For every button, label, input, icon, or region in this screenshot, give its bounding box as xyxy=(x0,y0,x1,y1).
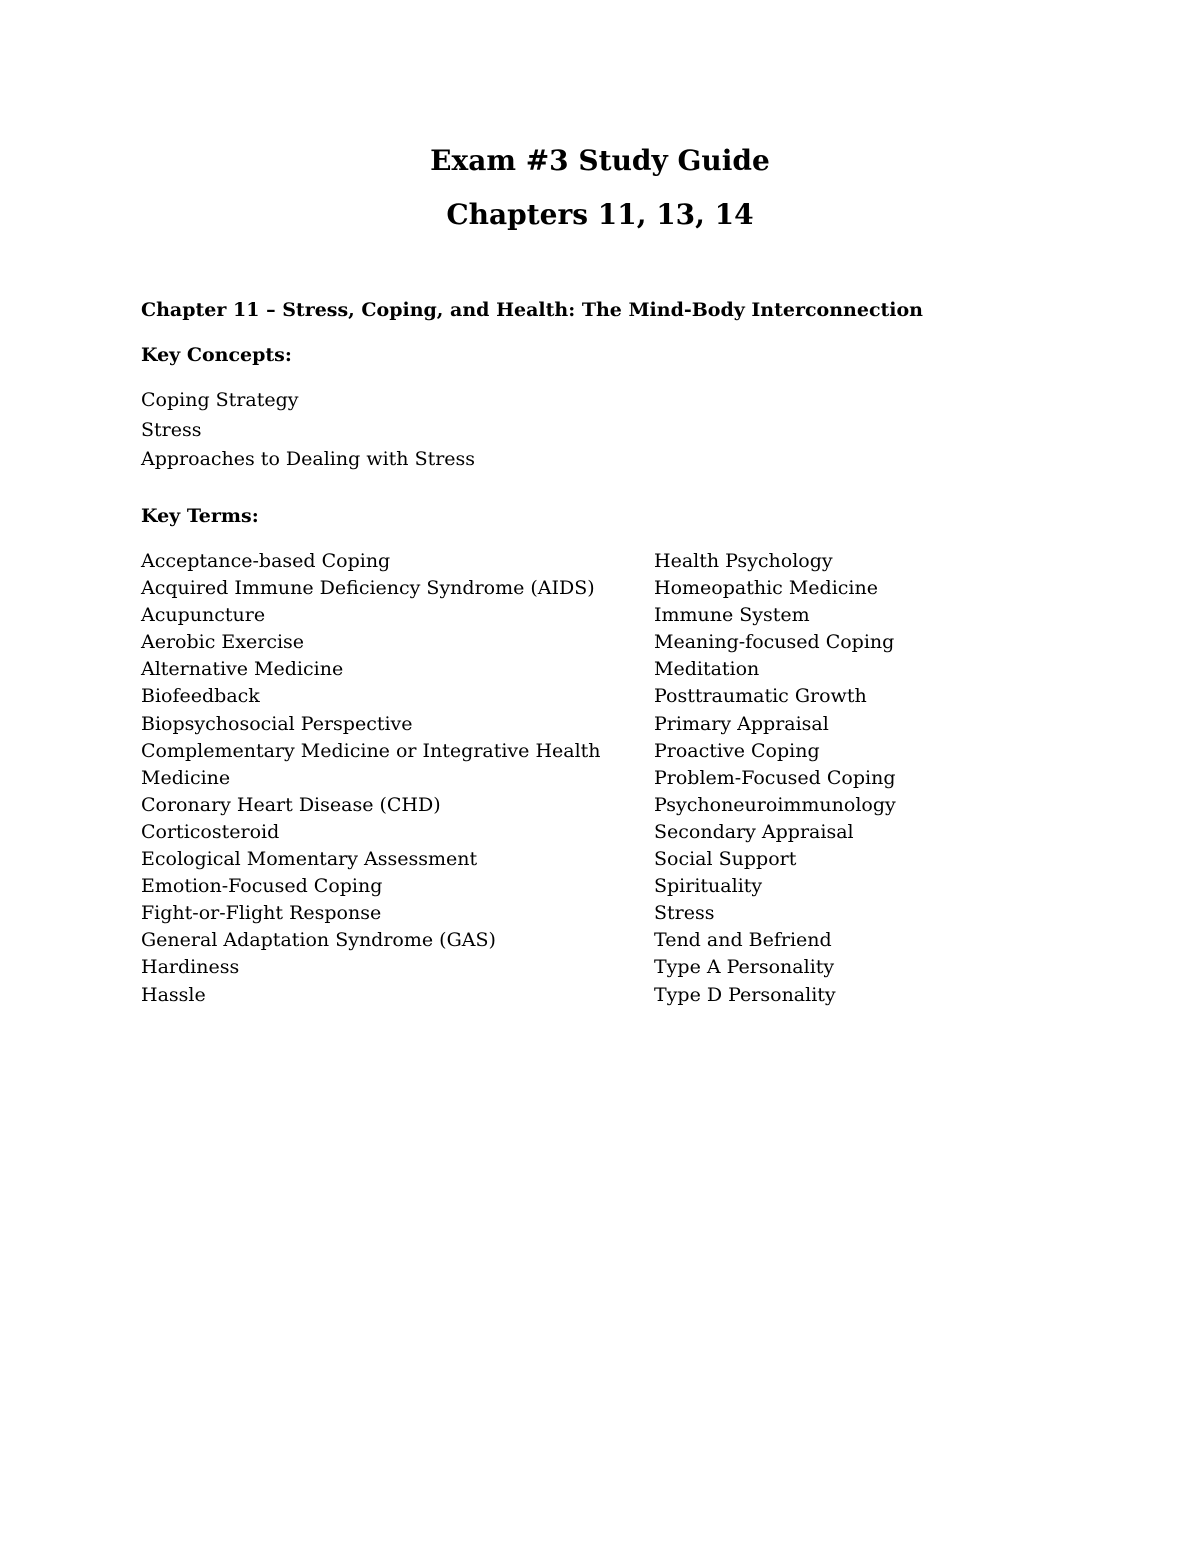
key-term-item: Immune System xyxy=(654,604,810,627)
key-term-item: Hassle xyxy=(141,983,206,1006)
key-term-item: Posttraumatic Growth xyxy=(654,685,867,708)
key-terms-right-column xyxy=(654,548,896,1009)
key-term-item: Meditation xyxy=(654,658,760,681)
key-concepts-label: Key Concepts: xyxy=(141,344,292,366)
key-term-item: Corticosteroid xyxy=(141,820,280,843)
key-concepts-list xyxy=(141,386,475,475)
key-term-item: Aerobic Exercise xyxy=(141,631,305,654)
key-term-item: Acquired Immune Deficiency Syndrome (AIDS) xyxy=(141,577,595,600)
key-term-item: Social Support xyxy=(654,848,797,871)
key-term-item: Health Psychology xyxy=(654,550,833,572)
key-term-item: Homeopathic Medicine xyxy=(654,577,878,600)
key-term-item: Primary Appraisal xyxy=(654,712,829,735)
key-terms-label: Key Terms: xyxy=(141,505,259,527)
key-term-item: Meaning-focused Coping xyxy=(654,631,895,654)
key-term-item: Alternative Medicine xyxy=(141,658,344,681)
key-term-item: Acupuncture xyxy=(141,604,266,627)
key-term-item: Type A Personality xyxy=(654,956,835,979)
key-concept-item: Approaches to Dealing with Stress xyxy=(141,448,476,470)
key-term-item: Proactive Coping xyxy=(654,739,820,762)
key-concept-item: Stress xyxy=(141,418,202,441)
key-term-item: Emotion-Focused Coping xyxy=(141,875,383,898)
key-term-item: Complementary Medicine or Integrative Health xyxy=(141,739,601,762)
key-term-item: Problem-Focused Coping xyxy=(654,766,896,789)
key-term-item: General Adaptation Syndrome (GAS) xyxy=(141,929,496,952)
key-term-item: Psychoneuroimmunology xyxy=(654,793,896,816)
key-term-item: Medicine xyxy=(141,766,231,789)
document-title: Exam #3 Study Guide xyxy=(430,144,770,177)
key-term-item: Secondary Appraisal xyxy=(654,820,854,843)
key-term-item: Hardiness xyxy=(141,956,240,979)
key-term-item: Type D Personality xyxy=(654,983,836,1006)
key-term-item: Tend and Befriend xyxy=(654,929,832,952)
key-term-item: Stress xyxy=(654,902,715,925)
key-term-item: Biofeedback xyxy=(141,685,260,708)
key-term-item: Fight-or-Flight Response xyxy=(141,902,382,925)
key-term-item: Coronary Heart Disease (CHD) xyxy=(141,793,441,816)
chapter-heading: Chapter 11 – Stress, Coping, and Health: The Mind-Body Interconnection xyxy=(141,299,923,321)
key-term-item: Ecological Momentary Assessment xyxy=(141,848,478,871)
document-subtitle: Chapters 11, 13, 14 xyxy=(446,198,754,231)
key-term-item: Acceptance-based Coping xyxy=(141,550,391,572)
key-concept-item: Coping Strategy xyxy=(141,389,299,411)
key-terms-left-column xyxy=(141,548,601,1009)
key-term-item: Biopsychosocial Perspective xyxy=(141,712,413,735)
key-term-item: Spirituality xyxy=(654,875,763,898)
